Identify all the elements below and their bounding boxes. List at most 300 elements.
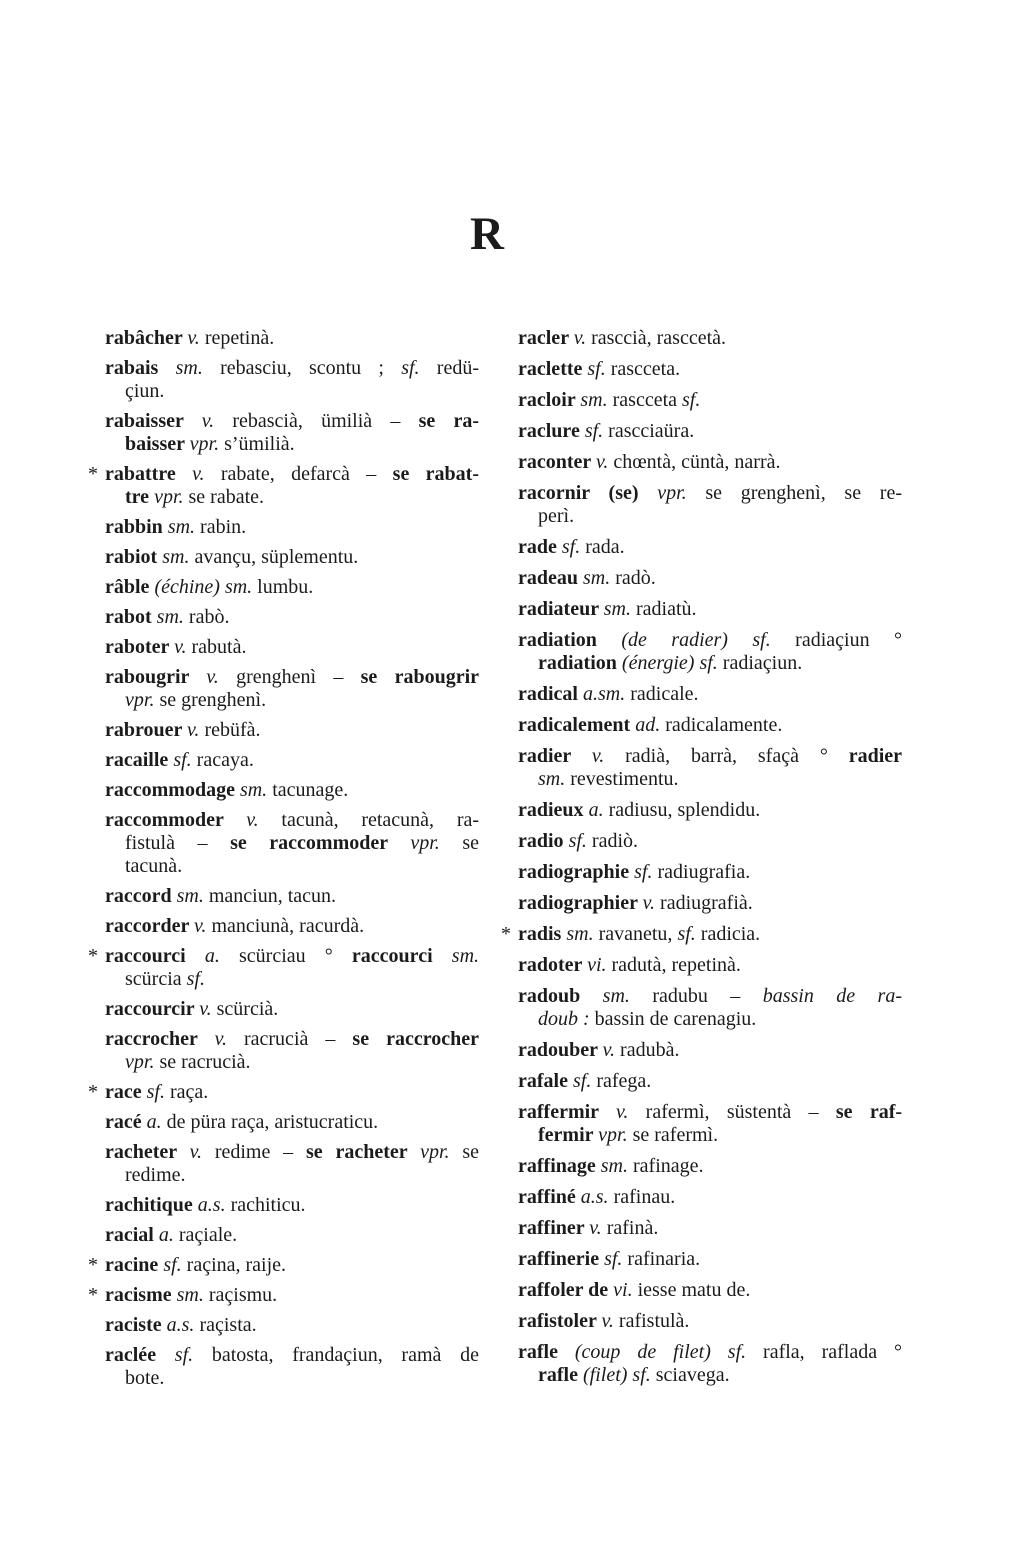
entry-text: radiaçiun ° bbox=[770, 629, 902, 651]
entry-text: grenghenì – bbox=[218, 666, 361, 688]
headword: raccourcir bbox=[105, 998, 200, 1020]
entry-text: sm. bbox=[602, 985, 630, 1007]
entry-text: raçismu. bbox=[203, 1284, 278, 1306]
entry-line bbox=[518, 745, 902, 768]
entry-line bbox=[105, 636, 479, 659]
entry-text: raçina, raije. bbox=[181, 1254, 287, 1276]
headword: râble bbox=[105, 576, 155, 598]
entry-text: sf. bbox=[572, 1070, 592, 1092]
entry-text: v. bbox=[192, 463, 205, 485]
entry-text: sf. bbox=[587, 358, 606, 380]
entry-text: v. bbox=[573, 327, 587, 349]
entry-text: se raccrocher bbox=[352, 1028, 480, 1050]
headword: rafle bbox=[518, 1341, 575, 1363]
entry-text: tacunage. bbox=[267, 779, 349, 801]
entry-line bbox=[538, 1364, 902, 1387]
dictionary-entry bbox=[105, 885, 479, 908]
entry-line bbox=[105, 1081, 479, 1104]
entry-line bbox=[518, 358, 902, 381]
entry-text: v. bbox=[591, 745, 605, 767]
entry-text: sf. bbox=[186, 968, 205, 990]
entry-line bbox=[518, 683, 902, 706]
dictionary-entry bbox=[518, 389, 902, 412]
entry-text: vpr. bbox=[125, 689, 155, 711]
headword: raccorder bbox=[105, 915, 195, 937]
headword: racheter bbox=[105, 1141, 190, 1163]
dictionary-entry bbox=[105, 749, 479, 772]
entry-text: a.s. bbox=[197, 1194, 226, 1216]
entry-text: sf. bbox=[163, 1254, 182, 1276]
headword: raclure bbox=[518, 420, 585, 442]
entry-text: raçista. bbox=[194, 1314, 257, 1336]
headword: rabâcher bbox=[105, 327, 188, 349]
entry-text: a.sm. bbox=[583, 683, 626, 705]
entry-text: sf. bbox=[584, 420, 604, 442]
dictionary-entry bbox=[518, 954, 902, 977]
entry-text: rafega. bbox=[591, 1070, 652, 1092]
entry-text: se rabat- bbox=[392, 463, 480, 485]
entry-text: rada. bbox=[580, 536, 625, 558]
entry-text: se racrucià. bbox=[154, 1051, 251, 1073]
entry-text: perì. bbox=[538, 505, 575, 527]
entry-line bbox=[518, 985, 902, 1008]
entry-text: ad. bbox=[635, 714, 661, 736]
entry-text: scürciau ° bbox=[219, 945, 352, 967]
entry-text: se raf- bbox=[835, 1101, 903, 1123]
entry-line bbox=[125, 1051, 479, 1074]
dictionary-entry bbox=[518, 451, 902, 474]
entry-text: se bbox=[439, 832, 479, 854]
entry-text: repetinà. bbox=[199, 327, 275, 349]
entry-line bbox=[518, 1186, 902, 1209]
headword: radiateur bbox=[518, 598, 604, 620]
headword: radieux bbox=[518, 799, 589, 821]
entry-line bbox=[518, 420, 902, 443]
entry-line bbox=[105, 915, 479, 938]
entry-line bbox=[518, 1155, 902, 1178]
entry-text: sm. bbox=[239, 779, 268, 801]
headword: radical bbox=[518, 683, 583, 705]
entry-text: rabò. bbox=[183, 606, 230, 628]
entry-line bbox=[518, 861, 902, 884]
entry-text: sf. bbox=[146, 1081, 165, 1103]
dictionary-entry bbox=[105, 779, 479, 802]
entry-text: rascceta. bbox=[605, 358, 681, 380]
entry-text: rafle bbox=[538, 1364, 583, 1386]
entry-text: sm. bbox=[603, 598, 631, 620]
entry-text: radiatù. bbox=[630, 598, 697, 620]
entry-line bbox=[125, 1367, 479, 1390]
entry-line bbox=[518, 1101, 902, 1124]
entry-text: sm. bbox=[167, 516, 196, 538]
entry-text: rachiticu. bbox=[225, 1194, 306, 1216]
headword: rabbin bbox=[105, 516, 168, 538]
entry-text: radicalamente. bbox=[660, 714, 783, 736]
entry-text: revestimentu. bbox=[565, 768, 679, 790]
entry-line bbox=[105, 998, 479, 1021]
entry-line bbox=[518, 830, 902, 853]
entry-text: se grenghenì, se re- bbox=[686, 482, 902, 504]
entry-text: iesse matu de. bbox=[632, 1279, 751, 1301]
dictionary-entry bbox=[501, 923, 902, 946]
entry-text: rafinau. bbox=[608, 1186, 676, 1208]
dictionary-entry bbox=[518, 1039, 902, 1062]
entry-line bbox=[518, 1310, 902, 1333]
dictionary-entry bbox=[88, 1254, 479, 1277]
entry-line bbox=[105, 1284, 479, 1307]
entry-text: radò. bbox=[610, 567, 656, 589]
headword: radeau bbox=[518, 567, 583, 589]
entry-text: manciun, tacun. bbox=[203, 885, 337, 907]
entry-text: raccourci bbox=[351, 945, 452, 967]
entry-line bbox=[518, 389, 902, 412]
headword: rabaisser bbox=[105, 410, 202, 432]
entry-text: vpr. bbox=[598, 1124, 628, 1146]
entry-line bbox=[538, 768, 902, 791]
dictionary-entry bbox=[105, 546, 479, 569]
dictionary-entry bbox=[518, 1186, 902, 1209]
entry-text: se ra- bbox=[418, 410, 479, 432]
entry-text: scürcia bbox=[125, 968, 187, 990]
dictionary-entry bbox=[518, 1341, 902, 1387]
entry-line bbox=[105, 327, 479, 350]
entry-text: batosta, frandaçiun, ramà de bbox=[193, 1344, 479, 1366]
entry-line bbox=[105, 885, 479, 908]
entry-text: v. bbox=[187, 327, 200, 349]
dictionary-entry bbox=[105, 998, 479, 1021]
entry-text: sf. bbox=[682, 389, 701, 411]
entry-text: rafla, raflada ° bbox=[746, 1341, 902, 1363]
entry-text: radicale. bbox=[625, 683, 699, 705]
entry-text: radiusu, splendidu. bbox=[603, 799, 761, 821]
entry-line bbox=[105, 1224, 479, 1247]
headword: raffinerie bbox=[518, 1248, 605, 1270]
entry-line bbox=[105, 779, 479, 802]
entry-text: v. bbox=[589, 1217, 602, 1239]
entry-line bbox=[518, 1248, 902, 1271]
entry-text: vpr. bbox=[657, 482, 687, 504]
dictionary-entry bbox=[518, 892, 902, 915]
entry-text: sm. bbox=[583, 567, 611, 589]
entry-text: v. bbox=[201, 410, 215, 432]
dictionary-entry bbox=[518, 1217, 902, 1240]
entry-text: radiation bbox=[538, 652, 622, 674]
entry-line bbox=[518, 327, 902, 350]
headword: rabot bbox=[105, 606, 157, 628]
entry-text: sm. bbox=[156, 606, 184, 628]
dictionary-entry bbox=[105, 1224, 479, 1247]
entry-text: doub : bbox=[538, 1008, 590, 1030]
dictionary-entry bbox=[105, 1028, 479, 1074]
dictionary-entry bbox=[518, 1279, 902, 1302]
entry-text: se rabougrir bbox=[360, 666, 480, 688]
entry-text: a. bbox=[204, 945, 220, 967]
headword: raciste bbox=[105, 1314, 167, 1336]
dictionary-entry bbox=[518, 1101, 902, 1147]
entry-text: bassin de ra- bbox=[762, 985, 902, 1007]
headword: raccord bbox=[105, 885, 177, 907]
headword: raffinage bbox=[518, 1155, 601, 1177]
entry-line bbox=[518, 567, 902, 590]
entry-text: tacunà, retacunà, ra- bbox=[258, 809, 480, 831]
headword: raccommoder bbox=[105, 809, 247, 831]
entry-text: v. bbox=[601, 1310, 614, 1332]
entry-text: v. bbox=[194, 915, 207, 937]
headword: racine bbox=[105, 1254, 164, 1276]
entry-text: v. bbox=[199, 998, 212, 1020]
entry-text: se rabate. bbox=[183, 486, 265, 508]
entry-text: a. bbox=[588, 799, 604, 821]
entry-text: rafinaria. bbox=[622, 1248, 701, 1270]
entry-text: radubu – bbox=[629, 985, 763, 1007]
entry-text: vpr. bbox=[154, 486, 184, 508]
entry-text: baisser bbox=[125, 433, 190, 455]
asterisk-marker: * bbox=[501, 923, 511, 945]
dictionary-entry bbox=[105, 327, 479, 350]
headword: racler bbox=[518, 327, 574, 349]
entry-text: v. bbox=[189, 1141, 203, 1163]
entry-line bbox=[518, 1279, 902, 1302]
headword: rabiot bbox=[105, 546, 163, 568]
entry-text: v. bbox=[615, 1101, 629, 1123]
entry-line bbox=[518, 598, 902, 621]
dictionary-entry bbox=[518, 567, 902, 590]
entry-line bbox=[125, 689, 479, 712]
entry-text: v. bbox=[602, 1039, 616, 1061]
dictionary-entry bbox=[105, 1141, 479, 1187]
entry-line bbox=[105, 516, 479, 539]
entry-text: redü- bbox=[419, 357, 480, 379]
entry-line bbox=[105, 1028, 479, 1051]
entry-text: radiò. bbox=[586, 830, 638, 852]
headword: rabattre bbox=[105, 463, 193, 485]
entry-text: a.s. bbox=[166, 1314, 195, 1336]
dictionary-entry bbox=[105, 1314, 479, 1337]
entry-text: rafinage. bbox=[628, 1155, 704, 1177]
entry-text: fermir bbox=[538, 1124, 599, 1146]
dictionary-entry bbox=[105, 1344, 479, 1390]
dictionary-entry bbox=[518, 536, 902, 559]
asterisk-marker: * bbox=[88, 1081, 98, 1103]
entry-text: bassin de carenagiu. bbox=[589, 1008, 757, 1030]
entry-text: rafinà. bbox=[601, 1217, 659, 1239]
headword: rachitique bbox=[105, 1194, 198, 1216]
entry-text: (filet) sf. bbox=[582, 1364, 651, 1386]
entry-text: bote. bbox=[125, 1367, 165, 1389]
entry-text: rasccià, rasccetà. bbox=[586, 327, 727, 349]
entry-line bbox=[105, 357, 479, 380]
asterisk-marker: * bbox=[88, 945, 98, 967]
entry-text: sf. bbox=[568, 830, 587, 852]
headword: radio bbox=[518, 830, 569, 852]
headword: radicalement bbox=[518, 714, 636, 736]
entry-text: rafermì, süstentà – bbox=[628, 1101, 836, 1123]
entry-text: rabate, defarcà – bbox=[204, 463, 393, 485]
entry-line bbox=[538, 505, 902, 528]
right-column bbox=[501, 327, 903, 1395]
dictionary-entry bbox=[105, 666, 479, 712]
entry-text: racaya. bbox=[191, 749, 254, 771]
asterisk-marker: * bbox=[88, 1254, 98, 1276]
entry-line bbox=[105, 809, 479, 832]
entry-line bbox=[105, 606, 479, 629]
entry-line bbox=[105, 666, 479, 689]
entry-text: redime – bbox=[202, 1141, 306, 1163]
entry-text: v. bbox=[174, 636, 187, 658]
entry-text: vpr. bbox=[125, 1051, 155, 1073]
entry-text: sm. bbox=[580, 389, 608, 411]
headword: rabougrir bbox=[105, 666, 207, 688]
entry-text: vpr. bbox=[189, 433, 220, 455]
entry-line bbox=[538, 652, 902, 675]
entry-text: a. bbox=[158, 1224, 174, 1246]
dictionary-entry bbox=[105, 410, 479, 456]
dictionary-entry bbox=[88, 945, 480, 991]
entry-text: se raccommoder bbox=[230, 832, 411, 854]
entry-line bbox=[538, 1124, 902, 1147]
entry-text: radubà. bbox=[615, 1039, 680, 1061]
entry-line bbox=[105, 1194, 479, 1217]
entry-text: radutà, repetinà. bbox=[606, 954, 741, 976]
entry-line bbox=[518, 1341, 902, 1364]
entry-text: raçiale. bbox=[173, 1224, 238, 1246]
headword: radoter bbox=[518, 954, 588, 976]
entry-line bbox=[105, 749, 479, 772]
entry-line bbox=[125, 380, 479, 403]
entry-text: sf. bbox=[401, 357, 420, 379]
entry-text: sm. bbox=[176, 885, 204, 907]
entry-text: (coup de filet) sf. bbox=[574, 1341, 747, 1363]
headword: raffermir bbox=[518, 1101, 616, 1123]
entry-text: de püra raça, aristucraticu. bbox=[161, 1111, 379, 1133]
entry-text: vi. bbox=[587, 954, 607, 976]
headword: radiographie bbox=[518, 861, 635, 883]
entry-line bbox=[518, 1070, 902, 1093]
entry-text: sm. bbox=[600, 1155, 628, 1177]
dictionary-entry bbox=[518, 714, 902, 737]
entry-text: radiaçiun. bbox=[717, 652, 803, 674]
entry-text: tre bbox=[125, 486, 155, 508]
entry-text: avançu, süplementu. bbox=[189, 546, 359, 568]
entry-text: rebascià, ümilià – bbox=[214, 410, 419, 432]
headword: raffoler de bbox=[518, 1279, 614, 1301]
headword: raconter bbox=[518, 451, 596, 473]
entry-text: a. bbox=[146, 1111, 162, 1133]
entry-text: radicia. bbox=[695, 923, 761, 945]
entry-text: se rafermì. bbox=[627, 1124, 719, 1146]
entry-text: sf. bbox=[174, 1344, 194, 1366]
entry-text: racrucià – bbox=[226, 1028, 353, 1050]
entry-text: radià, barrà, sfaçà ° bbox=[604, 745, 849, 767]
entry-text: lumbu. bbox=[252, 576, 314, 598]
entry-text: redime. bbox=[125, 1164, 186, 1186]
dictionary-entry bbox=[105, 915, 479, 938]
entry-text: sm. bbox=[176, 1284, 204, 1306]
entry-line bbox=[518, 923, 902, 946]
entry-line bbox=[105, 945, 479, 968]
entry-line bbox=[518, 954, 902, 977]
dictionary-entry bbox=[518, 683, 902, 706]
headword: raccrocher bbox=[105, 1028, 215, 1050]
dictionary-entry bbox=[518, 830, 902, 853]
headword: raboter bbox=[105, 636, 175, 658]
dictionary-entry bbox=[105, 357, 479, 403]
entry-text: v. bbox=[206, 666, 219, 688]
entry-text: sm. bbox=[566, 923, 594, 945]
entry-line bbox=[518, 482, 902, 505]
dictionary-entry bbox=[518, 598, 902, 621]
entry-text: ravanetu, bbox=[593, 923, 678, 945]
headword: rabais bbox=[105, 357, 176, 379]
entry-line bbox=[105, 1344, 479, 1367]
entry-text: manciunà, racurdà. bbox=[206, 915, 365, 937]
entry-line bbox=[518, 1217, 902, 1240]
entry-text: radiugrafia. bbox=[652, 861, 751, 883]
entry-text: sf. bbox=[677, 923, 696, 945]
dictionary-entry bbox=[105, 1194, 479, 1217]
entry-text: vpr. bbox=[420, 1141, 450, 1163]
entry-text: çiun. bbox=[125, 380, 165, 402]
dictionary-entry bbox=[518, 358, 902, 381]
entry-text: rascciaüra. bbox=[603, 420, 695, 442]
dictionary-entry bbox=[105, 636, 479, 659]
entry-line bbox=[105, 463, 479, 486]
entry-line bbox=[518, 892, 902, 915]
dictionary-entry bbox=[105, 809, 479, 878]
headword: raccommodage bbox=[105, 779, 240, 801]
dictionary-entry bbox=[518, 1070, 902, 1093]
entry-text: sm. bbox=[538, 768, 566, 790]
entry-text: v. bbox=[642, 892, 656, 914]
entry-line bbox=[105, 719, 479, 742]
entry-line bbox=[105, 576, 479, 599]
dictionary-entry bbox=[105, 719, 479, 742]
entry-line bbox=[518, 714, 902, 737]
entry-text: radiugrafià. bbox=[655, 892, 753, 914]
entry-line bbox=[518, 629, 902, 652]
entry-line bbox=[538, 1008, 902, 1031]
headword: radiographier bbox=[518, 892, 643, 914]
entry-text: scürcià. bbox=[211, 998, 279, 1020]
entry-text: vpr. bbox=[410, 832, 440, 854]
entry-text: chœntà, cüntà, narrà. bbox=[608, 451, 781, 473]
headword: radis bbox=[518, 923, 567, 945]
headword: radoub bbox=[518, 985, 603, 1007]
headword: race bbox=[105, 1081, 147, 1103]
entry-line bbox=[518, 799, 902, 822]
headword: rade bbox=[518, 536, 562, 558]
entry-text: rabutà. bbox=[186, 636, 247, 658]
headword: racé bbox=[105, 1111, 147, 1133]
left-column bbox=[88, 327, 480, 1397]
dictionary-entry bbox=[518, 745, 902, 791]
entry-text: sm. bbox=[162, 546, 190, 568]
entry-line bbox=[125, 486, 479, 509]
entry-text: a.s. bbox=[580, 1186, 609, 1208]
entry-text: sciavega. bbox=[650, 1364, 730, 1386]
dictionary-entry bbox=[518, 1248, 902, 1271]
entry-line bbox=[105, 410, 479, 433]
headword: racisme bbox=[105, 1284, 177, 1306]
entry-line bbox=[105, 1254, 479, 1277]
entry-line bbox=[105, 1141, 479, 1164]
headword: rafistoler bbox=[518, 1310, 602, 1332]
entry-line bbox=[518, 1039, 902, 1062]
entry-text: sf. bbox=[604, 1248, 623, 1270]
entry-text: fistulà – bbox=[125, 832, 231, 854]
entry-text: (échine) sm. bbox=[154, 576, 253, 598]
entry-text: radier bbox=[848, 745, 902, 767]
